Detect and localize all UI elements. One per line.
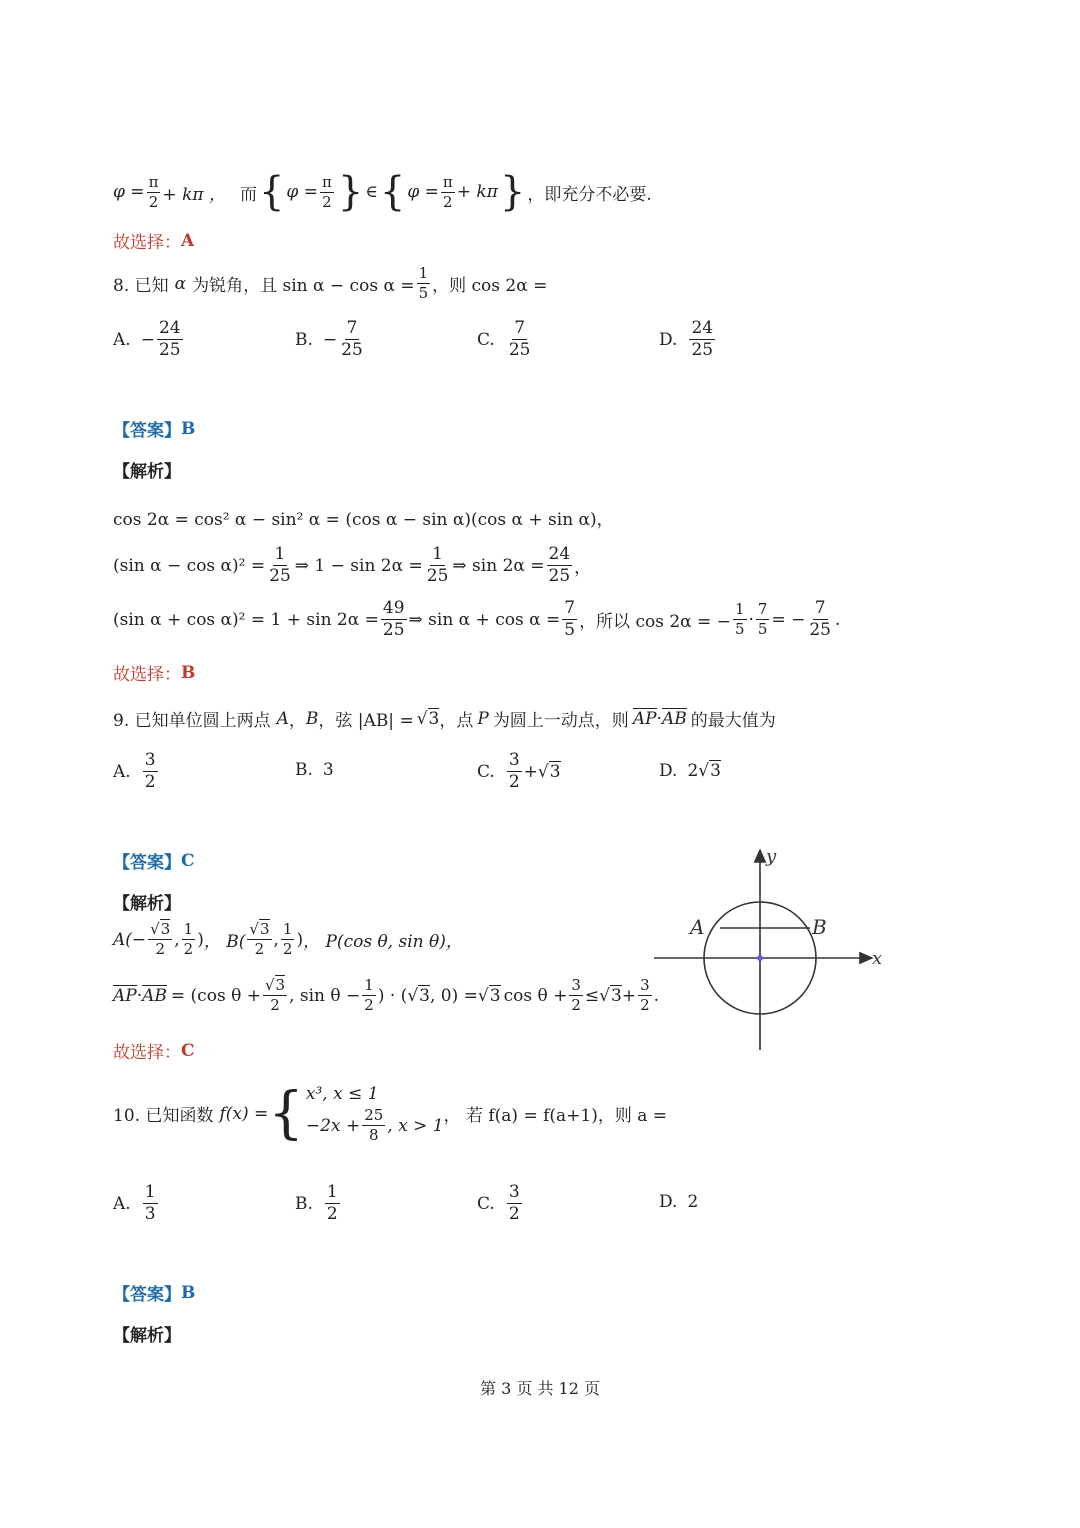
piecewise-function: { x³, x ≤ 1 −2x + $\frac{25}{8}$ , x > 1 — [268, 1080, 444, 1146]
q8-conclusion — [113, 660, 195, 685]
conclusion-answer: B — [181, 662, 196, 683]
top-tail: ，即充分不必要. — [527, 184, 652, 205]
q9-stem-b: ，弦 |AB| = — [318, 711, 414, 731]
option-label: A. — [113, 329, 131, 350]
q9-vector-ab: AB — [661, 709, 687, 729]
phi-eq: φ = — [113, 182, 145, 202]
q8-option-b[interactable] — [295, 320, 367, 359]
option-frac: $\frac{24}{25}$ — [691, 318, 714, 360]
q9-stem-c: ，点 — [439, 711, 474, 731]
option-frac: $\frac{3}{2}$ — [508, 750, 520, 792]
q9-vector-ab: AB — [142, 986, 167, 1006]
answer-tag: 【答案】 — [113, 853, 181, 873]
brace-open-1: { — [258, 169, 285, 215]
q8-sol2-d: ， — [574, 558, 592, 578]
top-equation-line — [113, 169, 652, 215]
q9-s1-p: ， P(cos θ, sin θ)， — [303, 932, 463, 952]
option-label: D. — [659, 760, 678, 781]
q10-option-d[interactable] — [659, 1192, 698, 1212]
sqrt3-over-2: $\frac{√3}{2}$ — [249, 920, 270, 958]
q10-fx: f(x) = — [219, 1103, 269, 1124]
q9-answer — [113, 848, 195, 873]
q8-solution-line-2 — [113, 546, 591, 585]
option-frac: $\frac{3}{2}$ — [144, 750, 156, 792]
option-frac: $\frac{7}{25}$ — [341, 318, 363, 360]
conclusion-answer: C — [181, 1040, 195, 1061]
set2-frac: $\frac{\pi}{2}$ — [442, 172, 453, 211]
q9-conclusion — [113, 1038, 195, 1063]
option-sign: − — [140, 329, 155, 350]
q10-option-c[interactable] — [477, 1184, 524, 1223]
q9-s1-b: ， B( — [203, 932, 246, 952]
q8-sol3-frac5: $\frac{7}{25}$ — [809, 598, 831, 640]
set1-frac: $\frac{\pi}{2}$ — [321, 172, 332, 211]
q8-sol3-frac1: $\frac{49}{25}$ — [382, 598, 405, 640]
option-sqrt3: 3 — [710, 761, 721, 781]
q7-conclusion — [113, 228, 194, 253]
q8-option-c[interactable] — [477, 320, 534, 359]
q9-point-p: P — [477, 708, 489, 729]
q8-option-d[interactable] — [659, 320, 717, 359]
brace-close-1: } — [337, 169, 364, 215]
half: $\frac{1}{2}$ — [183, 920, 194, 958]
pi-over-2: $\frac{\pi}{2}$ — [148, 172, 159, 211]
q8-sol2-c: ⇒ sin 2α = — [452, 555, 545, 576]
set1-phi: φ = — [286, 182, 318, 202]
point-b-label: B — [812, 915, 827, 939]
q9-point-b: B — [305, 708, 319, 729]
q9-vector-ap: AP — [113, 986, 137, 1006]
q9-solution-line-2: AP · AB = (cos θ + $\frac{√3}{2}$ , sin θ − $\frac{1}{2}$ ) · ( √ 3 , 0) = √ 3 cos θ + $\frac{3}{2}$ ≤ √ 3 + $\frac{3}{2}$ . — [113, 976, 660, 1014]
q9-sqrt3: 3 — [428, 709, 440, 729]
q9-dot: · — [656, 708, 662, 729]
piecewise-case-1: x³, x ≤ 1 — [305, 1084, 379, 1104]
origin-dot — [757, 955, 763, 961]
q10-analysis-tag: 【解析】 — [113, 1326, 181, 1346]
q9-s2-b: = (cos θ + — [170, 985, 261, 1006]
q7-conclusion-prefix: 故选择： — [113, 233, 181, 253]
q7-conclusion-answer: A — [181, 230, 195, 251]
half: $\frac{1}{2}$ — [282, 920, 293, 958]
q9-s2-d: ) · ( — [377, 985, 408, 1006]
q8-stem-mid: 为锐角，且 sin α − cos α = — [192, 276, 415, 296]
q8-option-a[interactable] — [113, 320, 185, 359]
q8-sol2-frac1: $\frac{1}{25}$ — [269, 544, 291, 586]
q9-comma: ， — [288, 711, 306, 731]
brace-close-2: } — [499, 169, 526, 215]
q9-option-d[interactable]: D. 2 √ 3 — [659, 760, 721, 781]
option-coef: 2 — [687, 760, 699, 781]
option-label: C. — [477, 761, 495, 782]
conclusion-prefix: 故选择： — [113, 665, 181, 685]
q8-sol3-eq: = − — [771, 609, 806, 630]
page-footer: 第 3 页 共 12 页 — [480, 1379, 600, 1398]
q10-option-b[interactable] — [295, 1184, 342, 1223]
option-label: C. — [477, 1193, 495, 1214]
q10-stem-b: ， 若 f(a) = f(a+1)，则 a = — [443, 1106, 668, 1126]
q8-sol3-frac2: $\frac{7}{5}$ — [564, 598, 576, 640]
q10-stem-a: 10. 已知函数 — [113, 1106, 214, 1126]
q9-vector-ap: AP — [632, 709, 657, 729]
q8-sol2-frac3: $\frac{24}{25}$ — [548, 544, 571, 586]
q8-sol3-frac3: $\frac{1}{5}$ — [734, 600, 745, 638]
q10-stem — [113, 1080, 668, 1146]
q8-solution-line-1 — [113, 505, 614, 530]
q9-s2-a: · — [136, 985, 143, 1006]
option-label: B. — [295, 1193, 313, 1214]
set2-kpi: + kπ — [456, 182, 498, 202]
option-label: D. — [659, 1192, 678, 1212]
answer-tag: 【答案】 — [113, 1285, 181, 1305]
q8-analysis-tag: 【解析】 — [113, 462, 181, 482]
brace-open-2: { — [379, 169, 406, 215]
q8-sol1-text: cos 2α = cos² α − sin² α = (cos α − sin α)(cos α + sin α)， — [113, 510, 614, 530]
q8-sol3-end: . — [835, 609, 841, 630]
sqrt3: 3 — [610, 986, 622, 1006]
set2-phi: φ = — [407, 182, 439, 202]
point-a-label: A — [690, 915, 705, 939]
q8-stem-frac: $\frac{1}{5}$ — [418, 264, 429, 302]
sqrt3: 3 — [419, 986, 430, 1006]
option-frac: $\frac{3}{2}$ — [508, 1182, 520, 1224]
q9-point-a: A — [276, 708, 289, 729]
q9-analysis-tag: 【解析】 — [113, 894, 181, 914]
q9-stem-d: 为圆上一动点，则 — [492, 711, 629, 731]
q8-sol2-a: (sin α − cos α)² = — [113, 555, 266, 576]
q10-answer — [113, 1280, 195, 1305]
option-label: A. — [113, 761, 131, 782]
q8-answer — [113, 416, 195, 441]
q8-stem-pre: 8. 已知 — [113, 276, 169, 296]
q8-stem — [113, 266, 547, 301]
in-symbol: ∈ — [365, 182, 378, 202]
q9-option-c[interactable]: C. $\frac{3}{2}$ + √ 3 — [477, 750, 561, 792]
q8-sol3-a: (sin α + cos α)² = 1 + sin 2α = — [113, 609, 379, 630]
q8-sol2-b: ⇒ 1 − sin 2α = — [294, 555, 423, 576]
sqrt3: 3 — [489, 986, 501, 1006]
option-label: B. — [295, 760, 313, 780]
option-value: 2 — [687, 1192, 699, 1212]
option-label: B. — [295, 329, 313, 350]
option-value: 3 — [322, 760, 334, 780]
q8-sol3-c: ，所以 cos 2α = − — [579, 612, 731, 632]
half: $\frac{1}{2}$ — [364, 976, 374, 1014]
piecewise-case-2: −2x + $\frac{25}{8}$ , x > 1 — [305, 1106, 444, 1144]
sqrt3-over-2: $\frac{√3}{2}$ — [150, 920, 171, 958]
q9-s2-h: + — [621, 985, 637, 1006]
y-label: y — [766, 846, 777, 867]
q9-stem: 9. 已知单位圆上两点 A ， B ，弦 |AB| = √ 3 ，点 P 为圆上一动点，则 AP · AB 的最大值为 — [113, 706, 776, 731]
q9-s2-c: , sin θ − — [289, 985, 361, 1006]
answer-tag: 【答案】 — [113, 421, 181, 441]
q8-alpha: α — [174, 273, 187, 294]
option-frac: $\frac{1}{2}$ — [326, 1182, 338, 1224]
q9-option-a[interactable] — [113, 752, 160, 791]
q8-solution-line-3 — [113, 600, 840, 639]
q9-s1-a: A(− — [113, 929, 147, 950]
option-sign: − — [322, 329, 338, 350]
x-label: x — [872, 948, 883, 969]
sqrt3-over-2: $\frac{√3}{2}$ — [264, 976, 286, 1014]
answer-value: B — [181, 418, 196, 439]
plus-kpi: + kπ ， — [162, 184, 226, 205]
q10-option-a[interactable] — [113, 1184, 160, 1223]
q8-stem-post: ，则 cos 2α = — [432, 276, 548, 296]
answer-value: B — [181, 1282, 196, 1303]
q8-sol3-dot: · — [748, 609, 754, 630]
option-frac: $\frac{7}{25}$ — [508, 318, 531, 360]
q9-s2-g: ≤ — [584, 985, 600, 1006]
three-halves: $\frac{3}{2}$ — [571, 976, 581, 1014]
q9-stem-a: 9. 已知单位圆上两点 — [113, 711, 271, 731]
option-frac: $\frac{1}{3}$ — [144, 1182, 156, 1224]
option-label: A. — [113, 1193, 131, 1214]
q9-s2-f: cos θ + — [503, 985, 568, 1006]
option-label: C. — [477, 329, 495, 350]
three-halves: $\frac{3}{2}$ — [640, 976, 650, 1014]
option-plus: + — [523, 761, 538, 782]
q9-s2-end: . — [653, 985, 660, 1006]
answer-value: C — [181, 850, 195, 871]
unit-circle-figure — [640, 840, 900, 1060]
option-label: D. — [659, 329, 678, 350]
q9-solution-line-1: A(− $\frac{√3}{2}$ , $\frac{1}{2}$ ) ， B( $\frac{√3}{2}$ , $\frac{1}{2}$ ) ， P(cos θ, sin θ)， — [113, 920, 463, 958]
q9-stem-e: 的最大值为 — [690, 711, 776, 731]
er-text: 而 — [239, 184, 257, 205]
option-sqrt3: 3 — [549, 762, 561, 782]
q8-sol3-b: ⇒ sin α + cos α = — [408, 609, 561, 630]
q9-option-b[interactable] — [295, 760, 334, 780]
q8-sol2-frac2: $\frac{1}{25}$ — [426, 544, 449, 586]
q9-s2-e: , 0) = — [429, 985, 478, 1006]
q8-sol3-frac4: $\frac{7}{5}$ — [757, 600, 768, 638]
conclusion-prefix: 故选择： — [113, 1043, 181, 1063]
option-frac: $\frac{24}{25}$ — [158, 318, 181, 360]
